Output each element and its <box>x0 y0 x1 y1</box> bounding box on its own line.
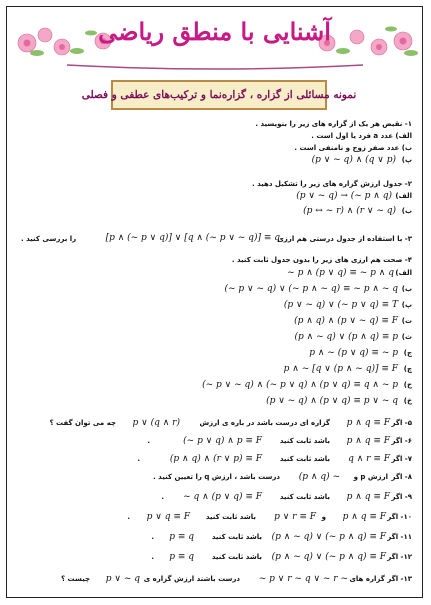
q7-formula2: (p ∧ q) ∧ (r ∨ p) ≡ F <box>169 454 262 464</box>
questions-area <box>21 119 412 589</box>
q10-mid: و <box>321 513 326 521</box>
q7-pre: ۷- اگر <box>391 455 412 463</box>
q10-tail: . <box>127 513 130 521</box>
q9-formula2: ~ q ∧ (p ∨ q) ≡ F <box>183 492 262 502</box>
q12-formula2: p ≡ q <box>169 552 194 562</box>
q4-item-label: پ) <box>401 301 412 309</box>
q2-b-label: ب) <box>401 207 412 215</box>
q3-text: ۳- با استفاده از جدول درستی هم ارزی <box>277 235 412 243</box>
q4-item-formula: (~ p ∨ ~ q) ∨ (~ p ∧ ~ q) ≡ ~ p ∧ ~ q <box>224 284 398 294</box>
q1-stem: ۱- نقیض هر یک از گزاره های زیر را بنویسید . <box>255 120 412 128</box>
q9-pre: ۹- اگر <box>391 493 412 501</box>
q11-tail: . <box>151 533 154 541</box>
q6-formula: p ∧ q ≡ F <box>346 436 390 446</box>
q4-stem: ۴- صحت هم ارزی های زیر را بدون جدول ثابت کنید . <box>231 256 412 264</box>
q10-formula-mid: p ∨ r ≡ F <box>274 512 316 522</box>
q2-b-formula: (p ↔ ~ r) ∧ (r ∨ ~ q) <box>303 206 396 216</box>
q8-mid: درست باشد ، ارزش q را تعیین کنید . <box>153 473 280 481</box>
page-subtitle: نمونه مسائلی از گزاره ، گزاره‌نما و ترکیب‌های عطفی و فصلی <box>81 89 357 101</box>
q10-mid2: باشد ثابت کنید <box>205 513 256 521</box>
q12-tail: . <box>151 553 154 561</box>
q9-tail: . <box>161 493 164 501</box>
subtitle-banner <box>81 80 357 110</box>
q4-item-label: ب) <box>401 285 412 293</box>
q3-tail: را بررسی کنید . <box>21 235 77 243</box>
q7-formula: q ∧ r ≡ F <box>348 454 390 464</box>
q13-pre: ۱۳- اگر گزاره های <box>349 575 412 583</box>
q4-item-label: ث) <box>401 333 412 341</box>
q13-formula: ~ p ∨ r ~ q ∨ ~ r ~ <box>258 574 348 584</box>
q9-formula: p ∧ q ≡ F <box>346 492 390 502</box>
q5-formula: p ∧ q ≡ F <box>346 418 390 428</box>
q8-lead: ارزش p و <box>353 473 388 481</box>
q10-pre: ۱۰- اگر <box>387 513 412 521</box>
q6-mid: باشد ثابت کنید <box>279 437 330 445</box>
q2-a-label: الف) <box>395 192 412 200</box>
page-title: آشنایی با منطق ریاضی <box>98 17 331 46</box>
q8-pre: ۸- اگر <box>391 473 412 481</box>
q2-a-formula: (p ∨ ~ q) → (~ p ∧ q) <box>296 191 392 201</box>
q12-formula: (p ∧ ~ q) ∨ (~ p ∧ q) ≡ F <box>271 552 386 562</box>
q11-formula: (p ∧ ~ q) ∨ (~ p ∧ q) ≡ F <box>271 532 386 542</box>
q8-formula: (p ∧ q) ~ <box>298 472 340 482</box>
worksheet-page <box>6 6 423 598</box>
q4-item-label: چ) <box>403 365 412 373</box>
q11-formula2: p ≡ q <box>169 532 194 542</box>
q4-item-label: ح) <box>403 381 412 389</box>
q3-formula: [p ∧ (~ p ∨ q)] ∨ [q ∧ (~ p ∨ ~ q)] ≡ q <box>105 233 280 243</box>
q4-item-formula: (p ∧ q) ∧ (p ∨ ~ q) ≡ F <box>294 316 398 326</box>
q7-tail: . <box>137 455 140 463</box>
q7-mid: باشد ثابت کنید <box>279 455 330 463</box>
q4-item-formula: ~ p ∧ (p ∨ q) ≡ ~ p ∧ q <box>287 268 394 278</box>
q1-c-label: پ) <box>401 156 412 164</box>
q2-stem: ۲- جدول ارزش گزاره های زیر را تشکیل دهید . <box>251 180 412 188</box>
q5-mid: گزاره ای درست باشد در باره ی ارزش <box>199 419 330 427</box>
q4-item-formula: (p ∧ ~ q) ∨ (p ∧ q) ≡ p <box>294 332 398 342</box>
q4-item-label: ت) <box>401 317 412 325</box>
q11-mid: باشد ثابت کنید <box>211 533 262 541</box>
q4-item-formula: p ∧ ~ (p ∨ q) ≡ ~ p <box>309 348 398 358</box>
q1-a: الف) عدد a فرد یا اول است . <box>311 132 412 140</box>
header-banner <box>7 7 422 112</box>
q13-formula2: p ∨ ~ q <box>105 574 140 584</box>
q12-pre: ۱۲- اگر <box>387 553 412 561</box>
q1-b: ب) عدد صفر زوج و نامنفی است . <box>294 144 412 152</box>
q5-pre: ۵- اگر <box>391 419 412 427</box>
q4-item-label: الف) <box>395 269 412 277</box>
q13-mid: درست باشند ارزش گزاره ی <box>143 575 240 583</box>
q10-formula: p ∧ q ≡ F <box>342 512 386 522</box>
q4-item-formula: (p ∨ ~ q) ∨ (~ p ∨ q) ≡ T <box>283 300 398 310</box>
q4-item-formula: (~ p ∨ ~ q) ∧ (~ p ∨ q) ∧ (p ∨ q) ≡ q ∧ ~ p <box>202 380 398 390</box>
q9-mid: باشد ثابت کنید <box>279 493 330 501</box>
q13-tail: چیست ؟ <box>61 575 90 583</box>
q6-tail: . <box>147 437 150 445</box>
q4-item-formula: p ∧ ~ [q ∨ (p ∧ ~ q)] ≡ F <box>283 364 398 374</box>
q10-formula2: p ∨ q ≡ F <box>146 512 190 522</box>
q1-c-formula: (p ∨ ~ q) ∧ (q ∨ p) <box>311 155 396 165</box>
q4-item-label: ج) <box>403 349 412 357</box>
q6-pre: ۶- اگر <box>391 437 412 445</box>
q4-item-label: خ) <box>403 397 412 405</box>
q5-formula2: p ∨ (q ∧ r) <box>132 418 180 428</box>
q5-tail: چه می توان گفت ؟ <box>49 419 116 427</box>
q12-mid: باشد ثابت کنید <box>211 553 262 561</box>
q4-item-formula: (p ∨ ~ q) ∧ (p ∨ q) ≡ p ∨ ~ q <box>266 396 398 406</box>
q11-pre: ۱۱- اگر <box>387 533 412 541</box>
q6-formula2: (~ p ∨ q) ∧ p ≡ F <box>183 436 262 446</box>
